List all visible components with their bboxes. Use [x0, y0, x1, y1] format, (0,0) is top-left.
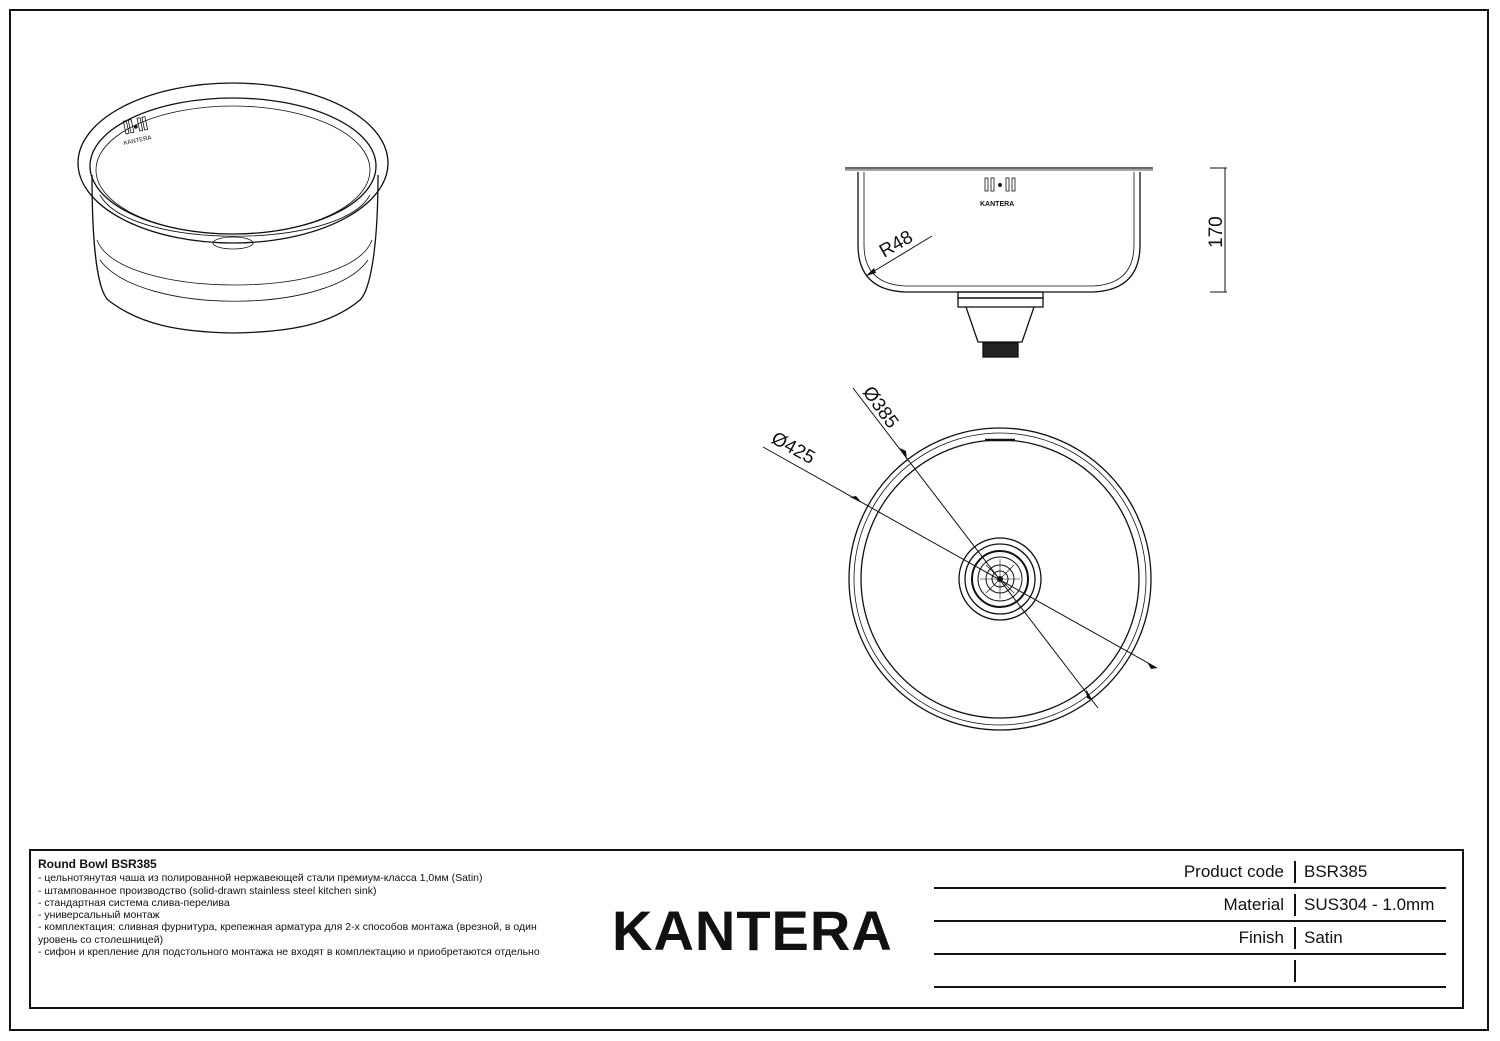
dia-385-label: Ø385 — [857, 382, 903, 433]
list-item: - цельнотянутая чаша из полированной нержавеющей стали премиум-класса 1,0мм (Satin) — [38, 872, 483, 885]
product-description — [38, 858, 568, 958]
side-section-view — [845, 168, 1227, 357]
spec-row-product-code — [934, 856, 1446, 889]
side-brand-mark-icon — [985, 178, 1015, 191]
list-item: - универсальный монтаж — [38, 909, 160, 922]
spec-label: Finish — [1238, 927, 1284, 947]
list-item: - сифон и крепление для подстольного монтажа не входят в комплектацию и приобретаются отдельно — [38, 946, 540, 959]
height-label: 170 — [1206, 216, 1227, 248]
drain-outlet — [983, 343, 1018, 357]
dia-425-label: Ø425 — [767, 428, 819, 469]
list-item: - штампованное производство (solid-drawn stainless steel kitchen sink) — [38, 884, 377, 897]
brand-mark-icon — [123, 117, 147, 134]
brand-logo: KANTERA — [612, 899, 893, 962]
list-item: - комплектация: сливная фурнитура, крепежная арматура для 2-х способов монтажа (врезной, в один уровень со столешницей) — [38, 921, 537, 946]
dia-385-line — [853, 388, 1098, 708]
top-plan-view — [763, 383, 1157, 730]
spec-value — [1294, 960, 1446, 982]
spec-row-empty — [934, 955, 1446, 988]
isometric-bowl-view — [78, 83, 388, 333]
spec-label: Material — [1223, 894, 1284, 914]
spec-row-material — [934, 889, 1446, 922]
product-title: Round Bowl BSR385 — [38, 857, 157, 871]
radius-label: R48 — [876, 226, 917, 263]
spec-label: Product code — [1183, 861, 1284, 881]
feature-list — [38, 872, 568, 958]
drain-strainer-icon — [959, 538, 1041, 620]
spec-value: SUS304 - 1.0mm — [1294, 894, 1446, 916]
spec-table — [934, 856, 1446, 988]
side-brand-text: KANTERA — [980, 201, 1015, 208]
iso-brand-text: KANTERA — [123, 135, 153, 147]
spec-row-finish — [934, 922, 1446, 955]
list-item: - стандартная система слива-перелива — [38, 896, 230, 909]
spec-value: BSR385 — [1294, 861, 1446, 883]
spec-value: Satin — [1294, 927, 1446, 949]
